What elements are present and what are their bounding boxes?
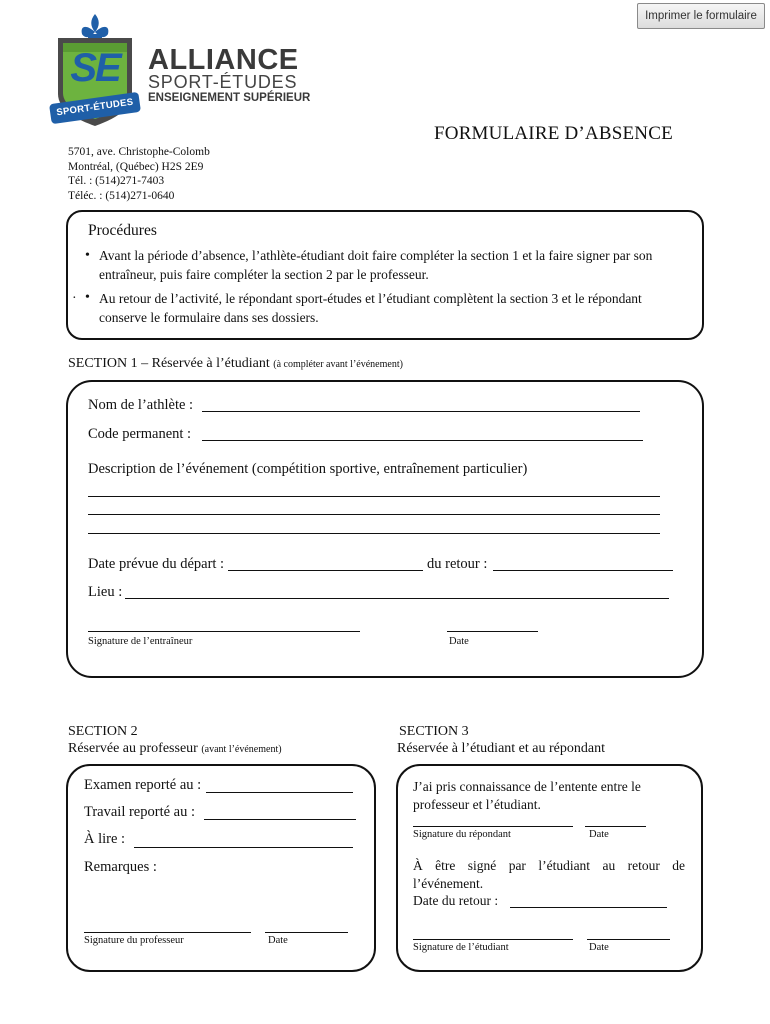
- exam-date-field[interactable]: [206, 792, 353, 793]
- exam-label: Examen reporté au :: [84, 777, 202, 793]
- section1-title: SECTION 1 – Réservée à l’étudiant: [68, 356, 270, 371]
- description-field-line-1[interactable]: [88, 496, 660, 497]
- coach-date-label: Date: [449, 636, 469, 647]
- logo-line-alliance: ALLIANCE: [148, 44, 299, 76]
- prof-signature-date-field[interactable]: [265, 932, 348, 933]
- description-field-line-3[interactable]: [88, 533, 660, 534]
- prof-signature-field[interactable]: [84, 932, 251, 933]
- section3-return-date-field[interactable]: [510, 907, 667, 908]
- work-date-field[interactable]: [204, 819, 356, 820]
- section3-heading: SECTION 3: [399, 724, 469, 739]
- section2-subheading: [68, 741, 282, 757]
- section3-sign-line1: À être signé par l’étudiant au retour de: [413, 858, 685, 873]
- work-label: Travail reporté au :: [84, 804, 196, 820]
- section2-subtitle: Réservée au professeur: [68, 741, 198, 756]
- coach-signature-date-field[interactable]: [447, 631, 538, 632]
- procedure-item-2-line1: Au retour de l’activité, le répondant sport-études et l’étudiant complètent la section 3 et le répondant: [99, 291, 642, 306]
- prof-date-label: Date: [268, 935, 288, 946]
- permanent-code-label: Code permanent :: [88, 426, 192, 442]
- procedure-item-2: [99, 289, 642, 327]
- departure-date-field[interactable]: [228, 570, 423, 571]
- bullet-1: •: [85, 248, 90, 263]
- section3-ack-line1: J’ai pris connaissance de l’entente entre le: [413, 779, 641, 794]
- address-city: Montréal, (Québec) H2S 2E9: [68, 160, 204, 173]
- address-block: [68, 145, 210, 203]
- procedure-item-1-line1: Avant la période d’absence, l’athlète-étudiant doit faire compléter la section 1 et la faire signer par son: [99, 248, 653, 263]
- section2-heading: SECTION 2: [68, 724, 138, 739]
- student-signature-field[interactable]: [413, 939, 573, 940]
- respondent-date-label: Date: [589, 829, 609, 840]
- address-tel: Tél. : (514)271-7403: [68, 175, 165, 187]
- section3-ack-line2: professeur et l’étudiant.: [413, 797, 541, 812]
- section1-note: (à compléter avant l’événement): [273, 359, 403, 370]
- student-signature-date-field[interactable]: [587, 939, 670, 940]
- section3-sign-line2: l’événement.: [413, 876, 484, 891]
- respondent-signature-label: Signature du répondant: [413, 829, 511, 840]
- address-fax: Téléc. : (514)271-0640: [68, 189, 175, 202]
- section3-subheading: Réservée à l’étudiant et au répondant: [397, 741, 605, 756]
- bullet-2: •: [85, 290, 90, 305]
- permanent-code-field[interactable]: [202, 440, 643, 441]
- address-street: 5701, ave. Christophe-Colomb: [68, 146, 210, 158]
- reading-field[interactable]: [134, 847, 353, 848]
- student-date-label: Date: [589, 942, 609, 953]
- reading-label: À lire :: [84, 831, 126, 847]
- section1-box: [66, 380, 704, 678]
- procedure-item-1-line2: entraîneur, puis faire compléter la section 2 par le professeur.: [99, 267, 429, 282]
- coach-signature-label: Signature de l’entraîneur: [88, 636, 193, 647]
- student-signature-label: Signature de l’étudiant: [413, 942, 509, 953]
- logo-ribbon-text: SPORT-ÉTUDES: [55, 96, 135, 119]
- athlete-name-label: Nom de l’athlète :: [88, 397, 194, 413]
- return-date-field[interactable]: [493, 570, 673, 571]
- coach-signature-field[interactable]: [88, 631, 360, 632]
- procedures-heading: Procédures: [88, 222, 157, 239]
- alliance-logo: [50, 12, 140, 134]
- respondent-signature-date-field[interactable]: [585, 826, 646, 827]
- description-label: Description de l’événement (compétition sportive, entraînement particulier): [88, 461, 528, 477]
- bullet-2-mark: ·: [72, 291, 77, 306]
- respondent-signature-field[interactable]: [413, 826, 573, 827]
- place-label: Lieu :: [88, 584, 123, 600]
- return-date-label: du retour :: [427, 556, 488, 572]
- section1-heading: [68, 356, 403, 372]
- procedure-item-2-line2: conserve le formulaire dans ses dossiers.: [99, 310, 319, 325]
- print-form-button[interactable]: Imprimer le formulaire: [637, 3, 765, 29]
- departure-date-label: Date prévue du départ :: [88, 556, 225, 572]
- athlete-name-field[interactable]: [202, 411, 640, 412]
- description-field-line-2[interactable]: [88, 514, 660, 515]
- logo-line-sport-etudes: SPORT-ÉTUDES: [148, 72, 298, 92]
- procedure-item-1: [99, 246, 652, 284]
- logo-monogram: SE: [70, 46, 120, 90]
- remarks-label: Remarques :: [84, 859, 157, 875]
- return-date-label-s3: Date du retour :: [413, 893, 499, 908]
- page-title: FORMULAIRE D’ABSENCE: [434, 123, 673, 144]
- place-field[interactable]: [125, 598, 669, 599]
- prof-signature-label: Signature du professeur: [84, 935, 184, 946]
- section2-note: (avant l’événement): [201, 744, 282, 755]
- logo-line-enseignement: ENSEIGNEMENT SUPÉRIEUR: [148, 92, 311, 104]
